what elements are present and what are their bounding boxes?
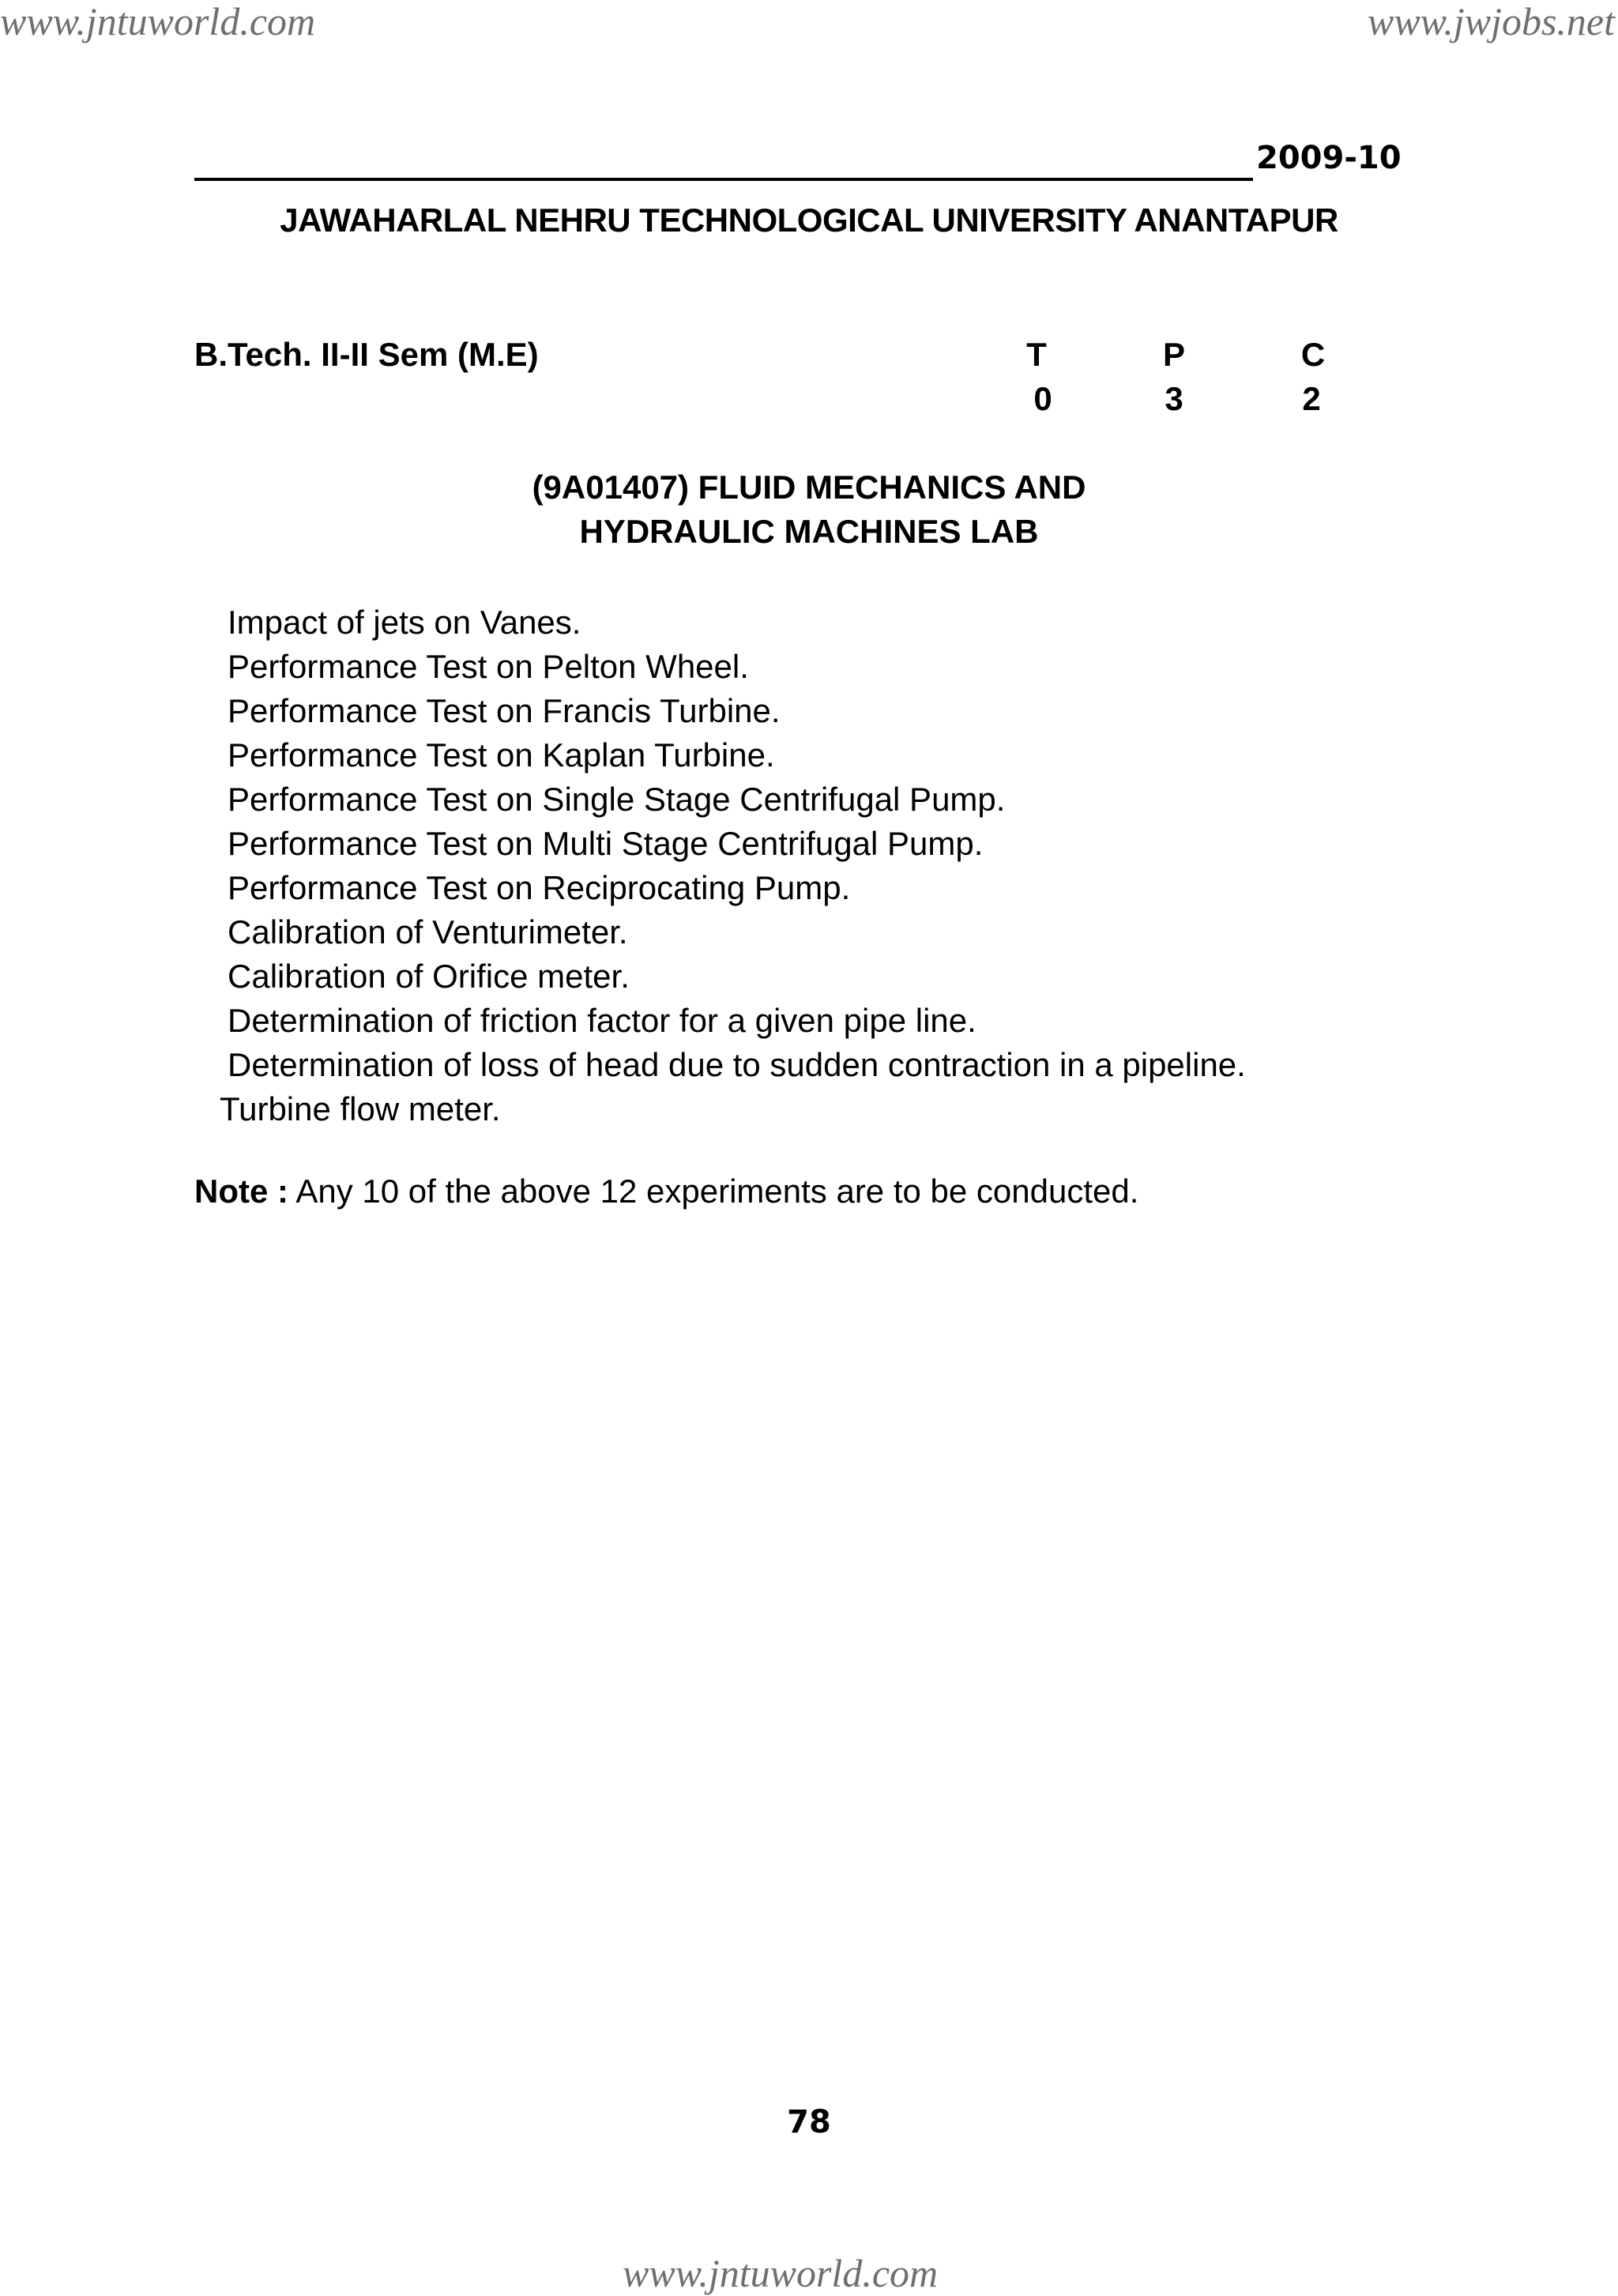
list-item: Performance Test on Reciprocating Pump. <box>228 869 851 906</box>
note <box>194 1172 1139 1210</box>
list-item: Determination of loss of head due to sudden contraction in a pipeline. <box>228 1046 1246 1083</box>
tpc-value-t: 0 <box>1033 380 1052 417</box>
list-item: Performance Test on Multi Stage Centrifugal Pump. <box>228 825 984 862</box>
list-item: Determination of friction factor for a given pipe line. <box>228 1002 976 1039</box>
list-item: Performance Test on Pelton Wheel. <box>228 648 749 685</box>
note-text: Any 10 of the above 12 experiments are to be conducted. <box>295 1172 1139 1210</box>
course-title-line-2: HYDRAULIC MACHINES LAB <box>579 513 1039 550</box>
course-title-line-1: (9A01407) FLUID MECHANICS AND <box>532 469 1086 506</box>
experiment-list <box>220 600 1246 1131</box>
list-item: Impact of jets on Vanes. <box>228 604 581 641</box>
academic-year: 2009-10 <box>1256 140 1402 176</box>
university-name: JAWAHARLAL NEHRU TECHNOLOGICAL UNIVERSITY ANANTAPUR <box>280 201 1338 239</box>
list-item: Performance Test on Single Stage Centrifugal Pump. <box>228 781 1006 818</box>
list-item: Performance Test on Kaplan Turbine. <box>228 736 775 773</box>
list-item: Performance Test on Francis Turbine. <box>228 692 781 729</box>
watermark-top-right: www.jwjobs.net <box>1367 0 1615 43</box>
watermark-top-left: www.jntuworld.com <box>0 0 316 43</box>
list-item: Calibration of Venturimeter. <box>228 913 628 950</box>
tpc-header-t: T <box>1026 336 1047 373</box>
note-label: Note : <box>194 1172 288 1210</box>
tpc-value-p: 3 <box>1165 380 1183 417</box>
program-semester: B.Tech. II-II Sem (M.E) <box>194 336 539 373</box>
list-item: Turbine flow meter. <box>220 1090 501 1127</box>
tpc-header-p: P <box>1162 336 1185 373</box>
list-item: Calibration of Orifice meter. <box>228 958 630 995</box>
header-rule <box>194 178 1253 181</box>
tpc-value-c: 2 <box>1302 380 1321 417</box>
page-number: 78 <box>787 2104 831 2140</box>
tpc-header-c: C <box>1300 336 1326 373</box>
watermark-bottom: www.jntuworld.com <box>623 2251 939 2295</box>
